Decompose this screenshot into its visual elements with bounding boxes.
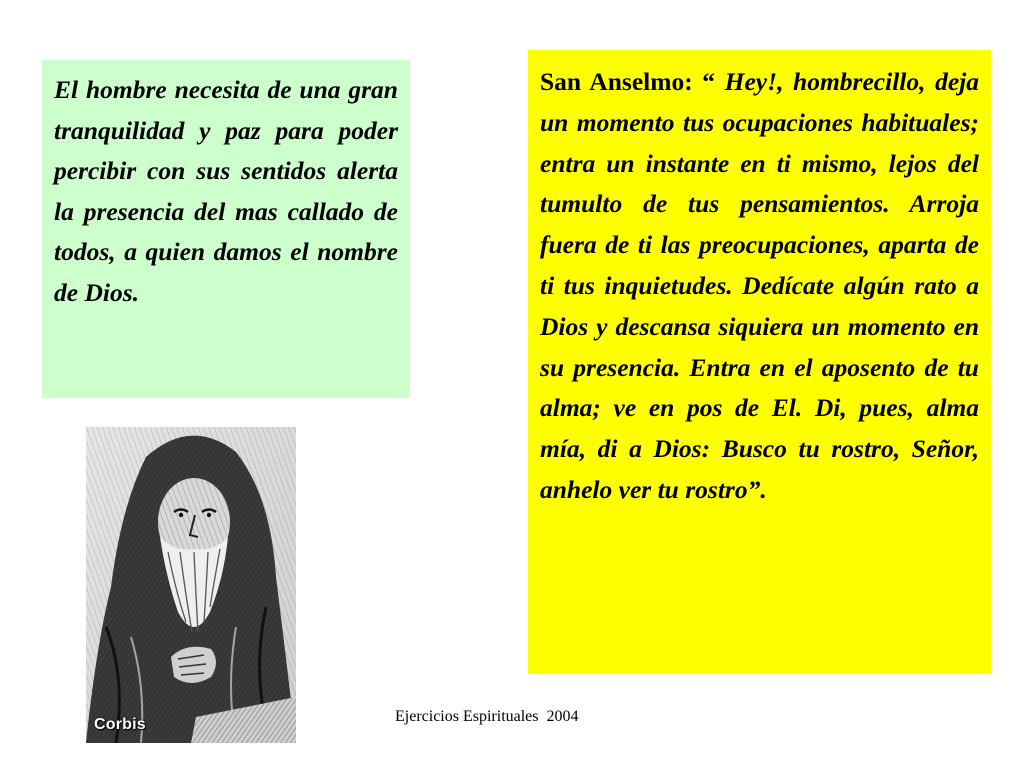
footer-caption: Ejercicios Espirituales 2004	[395, 708, 579, 725]
saint-portrait-image	[86, 427, 296, 743]
speaker-label: San Anselmo: “	[540, 67, 725, 96]
left-quote-text: El hombre necesita de una gran tranquilidad y paz para poder percibir con sus sentidos alerta la presencia del mas callado de todos, a quien damos el nombre de Dios.	[54, 75, 398, 307]
corbis-watermark: Corbis	[94, 716, 146, 733]
right-quote-box	[528, 50, 991, 674]
right-quote-body: , hombrecillo, deja un momento tus ocupaciones habituales; entra un instante en ti mismo, lejos del tumulto de tus pensamientos. Arroja fuera de ti las preocupaciones, aparta de ti tus inquietudes. Dedícate algún rato a Dios y descansa siquiera un momento en su presencia. Entra en el aposento de tu alma; ve en pos de El. Di, pues, alma mía, di a Dios: Busco tu rostro, Señor, anhelo ver tu rostro”.	[540, 67, 979, 504]
exclamation-text: Hey!	[724, 67, 778, 96]
left-quote-box	[42, 60, 410, 398]
